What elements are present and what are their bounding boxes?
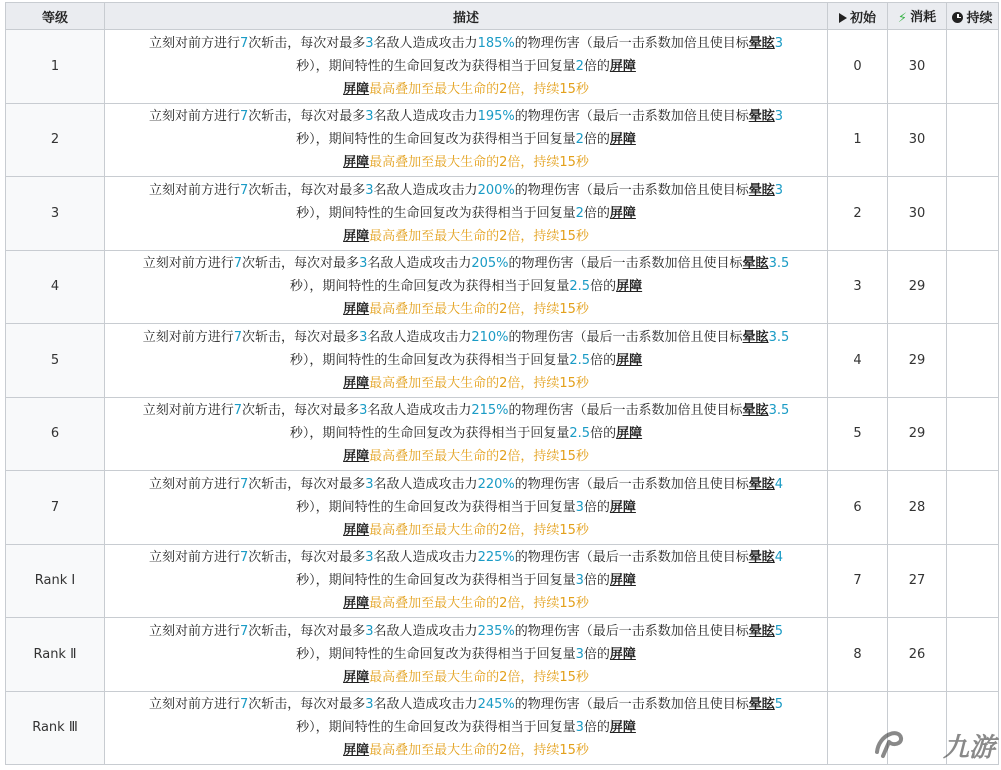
shield-keyword-link[interactable]: 屏障 (343, 302, 370, 318)
duration-cell (947, 544, 999, 618)
sp-cost-cell: 27 (888, 544, 947, 618)
stun-duration: 4 (774, 476, 784, 492)
stun-keyword-link[interactable]: 晕眩 (748, 35, 775, 51)
description-cell: 立刻对前方进行7次斩击，每次对最多3名敌人造成攻击力195%的物理伤害（最后一击系数加倍且使目标晕眩3 秒），期间特性的生命回复改为获得相当于回复量2倍的屏障 屏障最高叠加至最大生命的2倍，持续15秒 (105, 103, 828, 177)
stun-keyword-link[interactable]: 晕眩 (748, 697, 775, 713)
shield-keyword-link[interactable]: 屏障 (609, 573, 636, 589)
table-row (6, 30, 999, 104)
header-initial: 初始 (828, 3, 888, 30)
initial-sp-cell: 3 (828, 250, 888, 324)
duration-cell (947, 103, 999, 177)
regen-multiplier: 2 (575, 205, 584, 221)
damage-percent: 185% (477, 35, 515, 51)
shield-keyword-link[interactable]: 屏障 (609, 132, 636, 148)
regen-multiplier: 3 (575, 646, 584, 662)
level-cell: 5 (6, 324, 105, 398)
initial-sp-cell: 8 (828, 618, 888, 692)
stun-keyword-link[interactable]: 晕眩 (742, 329, 769, 345)
damage-percent: 215% (471, 403, 509, 419)
shield-keyword-link[interactable]: 屏障 (343, 669, 370, 685)
regen-multiplier: 2.5 (569, 426, 591, 442)
shield-keyword-link[interactable]: 屏障 (343, 449, 370, 465)
duration-cell (947, 397, 999, 471)
stun-duration: 3 (774, 182, 784, 198)
duration-cell (947, 177, 999, 251)
initial-sp-cell: 1 (828, 103, 888, 177)
duration-cell (947, 471, 999, 545)
description-cell: 立刻对前方进行7次斩击，每次对最多3名敌人造成攻击力245%的物理伤害（最后一击系数加倍且使目标晕眩5 秒），期间特性的生命回复改为获得相当于回复量3倍的屏障 屏障最高叠加至最大生命的2倍，持续15秒 (105, 691, 828, 765)
level-cell: 7 (6, 471, 105, 545)
regen-multiplier: 2 (575, 58, 584, 74)
watermark-logo-icon (869, 722, 909, 762)
watermark-text: 九游 (942, 733, 995, 763)
sp-cost-cell: 30 (888, 177, 947, 251)
stun-keyword-link[interactable]: 晕眩 (742, 403, 769, 419)
table-row (6, 177, 999, 251)
sp-cost-cell: 28 (888, 471, 947, 545)
regen-multiplier: 3 (575, 573, 584, 589)
shield-keyword-link[interactable]: 屏障 (343, 81, 370, 97)
initial-sp-cell: 6 (828, 471, 888, 545)
damage-percent: 225% (477, 550, 515, 566)
shield-keyword-link[interactable]: 屏障 (609, 499, 636, 515)
shield-keyword-link[interactable]: 屏障 (343, 522, 370, 538)
sp-cost-cell: 29 (888, 324, 947, 398)
shield-keyword-link[interactable]: 屏障 (609, 205, 636, 221)
duration-cell (947, 250, 999, 324)
table-row (6, 250, 999, 324)
table-row (6, 618, 999, 692)
table-row (6, 324, 999, 398)
table-row (6, 471, 999, 545)
shield-keyword-link[interactable]: 屏障 (609, 58, 636, 74)
stun-keyword-link[interactable]: 晕眩 (748, 476, 775, 492)
stun-keyword-link[interactable]: 晕眩 (748, 623, 775, 639)
initial-sp-cell: 5 (828, 397, 888, 471)
level-cell: 3 (6, 177, 105, 251)
description-cell: 立刻对前方进行7次斩击，每次对最多3名敌人造成攻击力205%的物理伤害（最后一击系数加倍且使目标晕眩3.5 秒），期间特性的生命回复改为获得相当于回复量2.5倍的屏障 屏障最高叠加至最大生命的2倍，持续15秒 (105, 250, 828, 324)
damage-percent: 220% (477, 476, 515, 492)
description-cell: 立刻对前方进行7次斩击，每次对最多3名敌人造成攻击力185%的物理伤害（最后一击系数加倍且使目标晕眩3 秒），期间特性的生命回复改为获得相当于回复量2倍的屏障 屏障最高叠加至最大生命的2倍，持续15秒 (105, 30, 828, 104)
table-row (6, 103, 999, 177)
shield-keyword-link[interactable]: 屏障 (343, 375, 370, 391)
stun-duration: 3.5 (768, 256, 790, 272)
description-cell: 立刻对前方进行7次斩击，每次对最多3名敌人造成攻击力215%的物理伤害（最后一击系数加倍且使目标晕眩3.5 秒），期间特性的生命回复改为获得相当于回复量2.5倍的屏障 屏障最高叠加至最大生命的2倍，持续15秒 (105, 397, 828, 471)
stun-keyword-link[interactable]: 晕眩 (748, 182, 775, 198)
play-icon (839, 13, 847, 23)
shield-keyword-link[interactable]: 屏障 (616, 426, 643, 442)
duration-cell (947, 324, 999, 398)
shield-keyword-link[interactable]: 屏障 (343, 743, 370, 759)
regen-multiplier: 2.5 (569, 279, 591, 295)
duration-cell (947, 618, 999, 692)
stun-keyword-link[interactable]: 晕眩 (742, 256, 769, 272)
duration-cell (947, 30, 999, 104)
description-cell: 立刻对前方进行7次斩击，每次对最多3名敌人造成攻击力200%的物理伤害（最后一击系数加倍且使目标晕眩3 秒），期间特性的生命回复改为获得相当于回复量2倍的屏障 屏障最高叠加至最大生命的2倍，持续15秒 (105, 177, 828, 251)
level-cell: 2 (6, 103, 105, 177)
level-cell: Rank Ⅱ (6, 618, 105, 692)
description-cell: 立刻对前方进行7次斩击，每次对最多3名敌人造成攻击力220%的物理伤害（最后一击系数加倍且使目标晕眩4 秒），期间特性的生命回复改为获得相当于回复量3倍的屏障 屏障最高叠加至最大生命的2倍，持续15秒 (105, 471, 828, 545)
table-row (6, 397, 999, 471)
stun-duration: 4 (774, 550, 784, 566)
initial-sp-cell: 4 (828, 324, 888, 398)
table-header-row (6, 3, 999, 30)
description-cell: 立刻对前方进行7次斩击，每次对最多3名敌人造成攻击力235%的物理伤害（最后一击系数加倍且使目标晕眩5 秒），期间特性的生命回复改为获得相当于回复量3倍的屏障 屏障最高叠加至最大生命的2倍，持续15秒 (105, 618, 828, 692)
stun-duration: 3 (774, 109, 784, 125)
sp-cost-cell: 29 (888, 397, 947, 471)
skill-table (5, 2, 999, 765)
description-cell: 立刻对前方进行7次斩击，每次对最多3名敌人造成攻击力225%的物理伤害（最后一击系数加倍且使目标晕眩4 秒），期间特性的生命回复改为获得相当于回复量3倍的屏障 屏障最高叠加至最大生命的2倍，持续15秒 (105, 544, 828, 618)
regen-multiplier: 3 (575, 720, 584, 736)
header-duration: 持续 (947, 3, 999, 30)
damage-percent: 235% (477, 623, 515, 639)
stun-keyword-link[interactable]: 晕眩 (748, 550, 775, 566)
shield-keyword-link[interactable]: 屏障 (616, 352, 643, 368)
damage-percent: 245% (477, 697, 515, 713)
damage-percent: 195% (477, 109, 515, 125)
level-cell: 6 (6, 397, 105, 471)
sp-cost-cell: 29 (888, 250, 947, 324)
sp-cost-cell: 30 (888, 103, 947, 177)
regen-multiplier: 3 (575, 499, 584, 515)
regen-multiplier: 2.5 (569, 352, 591, 368)
shield-keyword-link[interactable]: 屏障 (609, 720, 636, 736)
stun-duration: 3.5 (768, 403, 790, 419)
damage-percent: 210% (471, 329, 509, 345)
stun-duration: 5 (774, 697, 784, 713)
header-cost: ⚡ 消耗 (888, 3, 947, 30)
shield-keyword-link[interactable]: 屏障 (609, 646, 636, 662)
stun-duration: 3 (774, 35, 784, 51)
damage-percent: 200% (477, 182, 515, 198)
stun-duration: 3.5 (768, 329, 790, 345)
initial-sp-cell: 0 (828, 30, 888, 104)
table-row (6, 691, 999, 765)
level-cell: 1 (6, 30, 105, 104)
shield-keyword-link[interactable]: 屏障 (343, 155, 370, 171)
initial-sp-cell: 7 (828, 544, 888, 618)
stun-keyword-link[interactable]: 晕眩 (748, 109, 775, 125)
shield-keyword-link[interactable]: 屏障 (616, 279, 643, 295)
initial-sp-cell: 2 (828, 177, 888, 251)
header-level: 等级 (6, 3, 105, 30)
damage-percent: 205% (471, 256, 509, 272)
table-row (6, 544, 999, 618)
level-cell: 4 (6, 250, 105, 324)
regen-multiplier: 2 (575, 132, 584, 148)
level-cell: Rank Ⅰ (6, 544, 105, 618)
shield-keyword-link[interactable]: 屏障 (343, 228, 370, 244)
shield-keyword-link[interactable]: 屏障 (343, 596, 370, 612)
sp-cost-cell: 30 (888, 30, 947, 104)
clock-icon (952, 12, 963, 23)
stun-duration: 5 (774, 623, 784, 639)
header-desc: 描述 (105, 3, 828, 30)
lightning-icon: ⚡ (897, 11, 908, 26)
sp-cost-cell: 26 (888, 618, 947, 692)
level-cell: Rank Ⅲ (6, 691, 105, 765)
description-cell: 立刻对前方进行7次斩击，每次对最多3名敌人造成攻击力210%的物理伤害（最后一击系数加倍且使目标晕眩3.5 秒），期间特性的生命回复改为获得相当于回复量2.5倍的屏障 屏障最高叠加至最大生命的2倍，持续15秒 (105, 324, 828, 398)
